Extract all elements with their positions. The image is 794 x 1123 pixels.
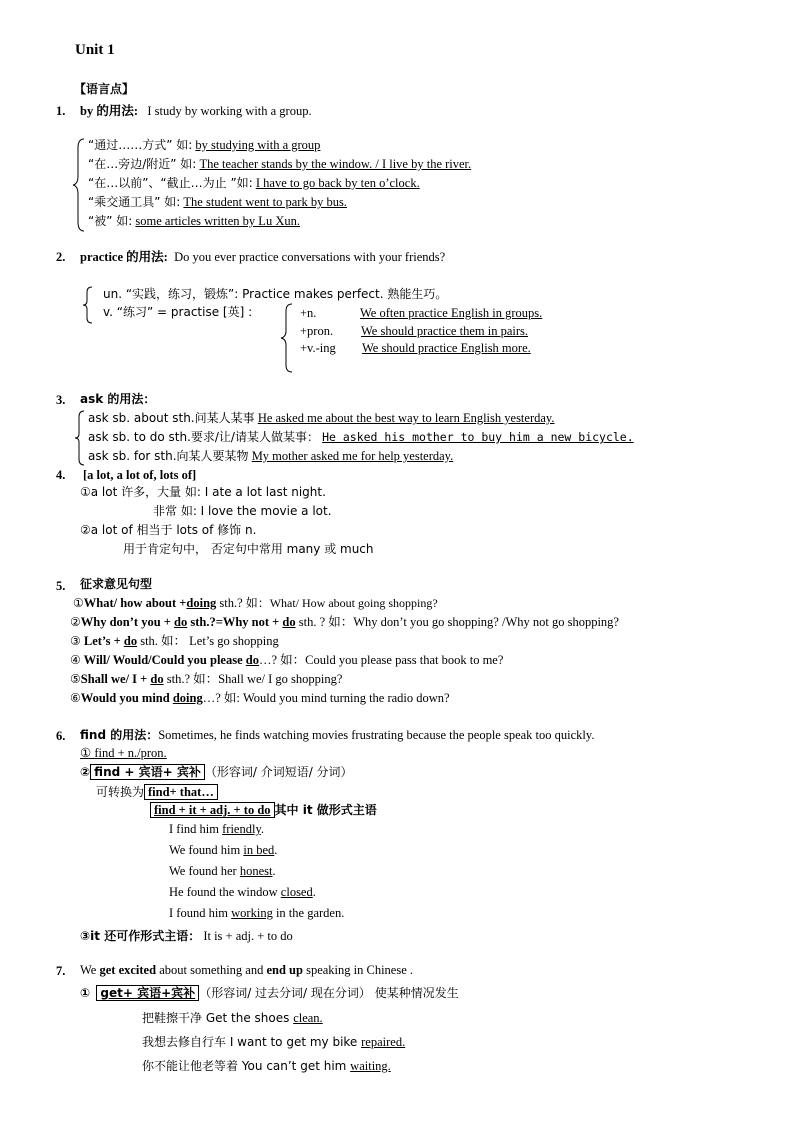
left-brace-icon: [280, 303, 294, 373]
formal-subject-label: ③it 还可作形式主语：: [80, 929, 201, 943]
section-heading-text: practice 的用法:: [80, 250, 168, 264]
find-usage-number: ②: [80, 765, 91, 779]
left-brace-icon: [72, 138, 86, 232]
pattern-text: Let’s +: [80, 634, 124, 648]
section-example: Do you ever practice conversations with your friends?: [174, 250, 446, 264]
formal-subject-pattern: It is + adj. + to do: [200, 929, 293, 943]
find-example: [169, 884, 316, 900]
pattern-row: [73, 595, 438, 611]
usage-label: “乘交通工具” 如:: [88, 195, 181, 209]
pattern-example: 如：Why don’t you go shopping? /Why not go shopping?: [325, 615, 619, 629]
pattern-row: [70, 614, 619, 630]
usage-example: My mother asked me for help yesterday.: [251, 449, 454, 463]
section-number: 2.: [56, 250, 66, 264]
usage-label: “在…旁边/附近” 如:: [88, 157, 197, 171]
pattern-row: [70, 671, 342, 687]
section-number: 6.: [56, 729, 66, 743]
pattern-row: [70, 690, 450, 706]
pattern-text: sth. ?: [295, 615, 326, 629]
pattern-text: Shall we/ I +: [80, 672, 151, 686]
usage-row: [88, 175, 420, 191]
sentence-text: about something and: [156, 963, 267, 977]
find-that-box: find+ that…: [144, 784, 218, 800]
pattern-example: 如: Would you mind turning the radio down?: [220, 691, 450, 705]
find-convert-row: [96, 784, 218, 800]
pattern-example: 如：Could you please pass that book to me?: [277, 653, 504, 667]
pattern-text: …?: [258, 653, 278, 667]
find-example: [169, 905, 344, 921]
a-lot-of-line: ②a lot of 相当于 lots of 修饰 n.: [80, 523, 257, 537]
example-text: I found him: [169, 906, 232, 920]
get-example: [142, 1034, 405, 1050]
usage-row: [88, 194, 347, 210]
pattern-text: sth.?=Why not +: [187, 615, 283, 629]
get-example: [142, 1010, 323, 1026]
section-1-heading: [80, 103, 312, 119]
left-brace-icon: [74, 410, 86, 466]
example-complement: clean.: [293, 1011, 323, 1025]
find-example: [169, 842, 277, 858]
find-usage-2: [80, 764, 353, 780]
find-pattern-box: find + 宾语+ 宾补: [90, 764, 205, 780]
section-number: 4.: [56, 468, 66, 482]
section-heading-text: by 的用法:: [80, 104, 138, 118]
usage-example: The teacher stands by the window. / I live by the river.: [199, 157, 472, 171]
example-text: in the garden.: [272, 906, 345, 920]
pattern-text: Will/ Would/Could you please: [80, 653, 246, 667]
find-pattern-note: （形容词/ 介词短语/ 分词）: [204, 765, 353, 779]
pattern-verb: doing: [172, 691, 203, 705]
usage-example: He asked me about the best way to learn English yesterday.: [257, 411, 555, 425]
sub-usage-label: +n.: [300, 306, 317, 320]
v-usage: v. “练习” = practise [英] :: [103, 305, 253, 319]
find-it-note: 其中 it 做形式主语: [274, 803, 377, 817]
get-pattern-box: get+ 宾语+宾补: [96, 985, 199, 1001]
pattern-number: ②: [70, 615, 81, 629]
section-number: 3.: [56, 393, 66, 407]
pattern-text: What/ how about +: [83, 596, 187, 610]
pattern-example: 如： Let’s go shopping: [157, 634, 279, 648]
pattern-text: …?: [202, 691, 221, 705]
sentence-key: get excited: [99, 963, 157, 977]
example-text: 我想去修自行车 I want to get my bike: [142, 1035, 362, 1049]
example-complement: honest: [239, 864, 273, 878]
left-brace-icon: [82, 286, 94, 324]
section-header: 【语言点】: [74, 82, 135, 96]
usage-example: some articles written by Lu Xun.: [135, 214, 300, 228]
example-text: We found her: [169, 864, 240, 878]
sentence-text: speaking in Chinese .: [302, 963, 414, 977]
usage-row: [88, 137, 320, 153]
usage-example: by studying with a group: [195, 138, 321, 152]
sentence-key: end up: [266, 963, 303, 977]
pattern-text: Why don’t you +: [80, 615, 175, 629]
get-example: [142, 1058, 391, 1074]
find-it-row: [150, 802, 377, 818]
pattern-verb: do: [174, 615, 188, 629]
example-complement: closed: [280, 885, 313, 899]
pattern-row: [70, 652, 503, 668]
usage-label: ask sb. to do sth.要求/让/请某人做某事：: [88, 430, 319, 444]
example-text: .: [274, 843, 278, 857]
find-example: [169, 863, 276, 879]
usage-label: “被” 如:: [88, 214, 133, 228]
example-complement: working: [231, 906, 273, 920]
find-usage-text: ① find + n./pron.: [80, 746, 167, 760]
usage-label: ask sb. about sth.问某人某事: [88, 411, 255, 425]
pattern-verb: doing: [186, 596, 217, 610]
section-7-heading: [80, 962, 413, 978]
example-text: .: [272, 864, 276, 878]
usage-row: [88, 448, 453, 464]
pattern-verb: do: [150, 672, 164, 686]
usage-row: [88, 429, 634, 445]
example-complement: waiting.: [350, 1059, 391, 1073]
usage-label: “在…以前”、“截止…为止 ”如:: [88, 176, 253, 190]
usage-row: [88, 156, 471, 172]
usage-example: The student went to park by bus.: [183, 195, 347, 209]
pattern-number: ①: [73, 596, 84, 610]
convert-label: 可转换为: [96, 785, 145, 799]
section-4-heading: [a lot, a lot of, lots of]: [83, 468, 197, 482]
pattern-text: sth.?: [163, 672, 190, 686]
page-title: Unit 1: [75, 42, 115, 58]
section-number: 5.: [56, 579, 66, 593]
section-number: 1.: [56, 104, 66, 118]
example-text: He found the window: [169, 885, 281, 899]
section-2-heading: [80, 249, 445, 265]
find-usage-3: [80, 928, 293, 944]
example-text: .: [312, 885, 316, 899]
section-example: I study by working with a group.: [147, 104, 312, 118]
section-3-heading: ask 的用法：: [80, 392, 156, 406]
get-pattern-note: （形容词/ 过去分词/ 现在分词） 使某种情况发生: [199, 986, 459, 1000]
section-5-heading: 征求意见句型: [80, 577, 153, 591]
pattern-text: sth.?: [216, 596, 243, 610]
usage-row: [88, 410, 554, 426]
pattern-number: ④: [70, 653, 81, 667]
get-usage-1: [80, 985, 459, 1001]
example-complement: in bed: [243, 843, 275, 857]
usage-label: ask sb. for sth.向某人要某物: [88, 449, 249, 463]
pattern-example: 如：What/ How about going shopping?: [242, 596, 438, 610]
example-complement: friendly: [222, 822, 261, 836]
pattern-verb: do: [245, 653, 259, 667]
pattern-text: sth.: [137, 634, 158, 648]
sub-usage-example: We should practice English more.: [362, 341, 531, 355]
example-complement: repaired.: [361, 1035, 406, 1049]
find-it-box: find + it + adj. + to do: [150, 802, 275, 818]
usage-label: “通过……方式” 如:: [88, 138, 193, 152]
example-text: 你不能让他老等着 You can’t get him: [142, 1059, 351, 1073]
un-usage: un. “实践，练习，锻炼”: Practice makes perfect. 熟能生巧。: [103, 287, 448, 301]
example-text: I find him: [169, 822, 223, 836]
sub-usage-example: We should practice them in pairs.: [361, 324, 528, 338]
pattern-verb: do: [123, 634, 138, 648]
a-lot-of-note: 用于肯定句中， 否定句中常用 many 或 much: [123, 542, 374, 556]
usage-example: I have to go back by ten o’clock.: [255, 176, 420, 190]
sentence-text: We: [80, 963, 100, 977]
sub-usage-example: We often practice English in groups.: [360, 306, 543, 320]
find-usage-1: [80, 745, 167, 761]
example-text: We found him: [169, 843, 244, 857]
usage-example: He asked his mother to buy him a new bicycle.: [322, 430, 634, 444]
a-lot-line: 非常 如: I love the movie a lot.: [153, 504, 332, 518]
sub-usage-label: +pron.: [300, 324, 334, 338]
section-example: Sometimes, he finds watching movies frustrating because the people speak too quickly.: [158, 728, 595, 742]
pattern-verb: do: [282, 615, 296, 629]
get-usage-number: ①: [80, 986, 91, 1000]
find-example: [169, 821, 264, 837]
pattern-example: 如：Shall we/ I go shopping?: [190, 672, 343, 686]
pattern-text: Would you mind: [80, 691, 173, 705]
sub-usage-label: +v.-ing: [300, 341, 336, 355]
section-6-heading: [80, 727, 594, 743]
example-text: .: [260, 822, 265, 836]
pattern-row: [70, 633, 279, 649]
example-text: 把鞋擦干净 Get the shoes: [142, 1011, 294, 1025]
section-number: 7.: [56, 964, 66, 978]
pattern-number: ③: [70, 634, 81, 648]
section-heading-text: find 的用法：: [80, 728, 159, 742]
pattern-number: ⑤: [70, 672, 81, 686]
a-lot-line: ①a lot 许多，大量 如: I ate a lot last night.: [80, 485, 326, 499]
pattern-number: ⑥: [70, 691, 81, 705]
usage-row: [88, 213, 300, 229]
